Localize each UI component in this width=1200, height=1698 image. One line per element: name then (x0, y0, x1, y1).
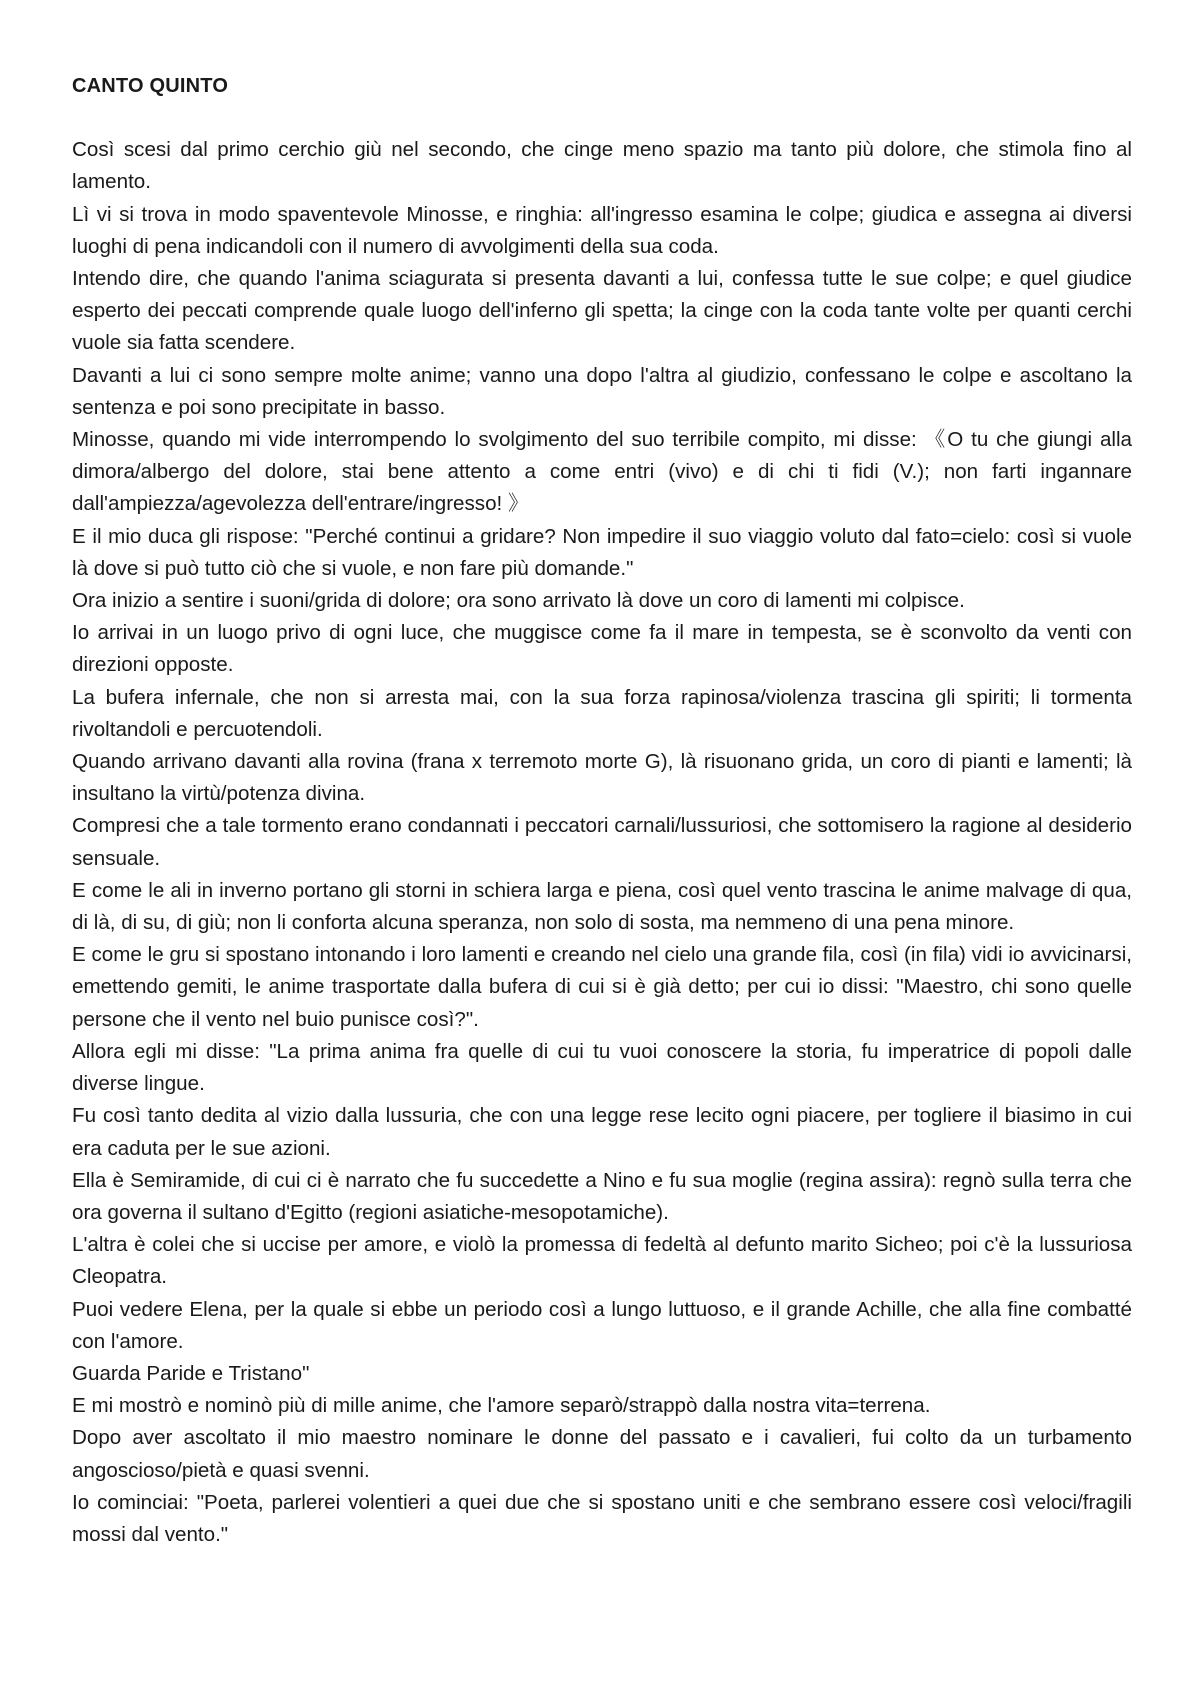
page-title: CANTO QUINTO (72, 75, 229, 97)
paragraph: Dopo aver ascoltato il mio maestro nominare le donne del passato e i cavalieri, fui colto da un turbamento angoscioso/pietà e quasi svenni. (72, 1426, 1132, 1482)
paragraph: E mi mostrò e nominò più di mille anime, che l'amore separò/strappò dalla nostra vita=terrena. (72, 1394, 931, 1418)
paragraph: La bufera infernale, che non si arresta mai, con la sua forza rapinosa/violenza trascina gli spiriti; li tormenta rivoltandoli e percuotendoli. (72, 685, 1132, 741)
paragraph: Fu così tanto dedita al vizio dalla lussuria, che con una legge rese lecito ogni piacere, per togliere il biasimo in cui era caduta per le sue azioni. (72, 1104, 1132, 1160)
paragraph: Guarda Paride e Tristano" (72, 1361, 310, 1385)
paragraph: E come le ali in inverno portano gli storni in schiera larga e piena, così quel vento trascina le anime malvage di qua, di là, di su, di giù; non li conforta alcuna speranza, non solo di sosta, ma nemmeno di una pena minore. (72, 878, 1132, 935)
paragraph: L'altra è colei che si uccise per amore, e violò la promessa di fedeltà al defunto marito Sicheo; poi c'è la lussuriosa Cleopatra. (72, 1233, 1132, 1289)
paragraph: E come le gru si spostano intonando i loro lamenti e creando nel cielo una grande fila, così (in fila) vidi io avvicinarsi, emettendo gemiti, le anime trasportate dalla bufera di cui si è già detto; per cui io dissi: "Maestro, chi sono quelle persone che il vento nel buio punisce così?". (72, 943, 1132, 1031)
paragraph: Minosse, quando mi vide interrompendo lo svolgimento del suo terribile compito, mi disse: 《O tu che giungi alla dimora/albergo del dolore, stai bene attento a come entri (vivo) e di chi ti fidi (V.); non farti ingannare dall'ampiezza/agevolezza dell'entrare/ingresso! 》 (72, 428, 1132, 516)
paragraph: E il mio duca gli rispose: "Perché continui a gridare? Non impedire il suo viaggio voluto dal fato=cielo: così si vuole là dove si può tutto ciò che si vuole, e non fare più domande." (72, 524, 1132, 580)
paragraph: Puoi vedere Elena, per la quale si ebbe un periodo così a lungo luttuoso, e il grande Achille, che alla fine combatté con l'amore. (72, 1297, 1132, 1353)
paragraph: Lì vi si trova in modo spaventevole Minosse, e ringhia: all'ingresso esamina le colpe; giudica e assegna ai diversi luoghi di pena indicandoli con il numero di avvolgimenti della sua coda. (72, 202, 1132, 258)
document-page (72, 70, 1132, 1551)
paragraph: Ora inizio a sentire i suoni/grida di dolore; ora sono arrivato là dove un coro di lamenti mi colpisce. (72, 589, 965, 613)
paragraph: Ella è Semiramide, di cui ci è narrato che fu succedette a Nino e fu sua moglie (regina assira): regnò sulla terra che ora governa il sultano d'Egitto (regioni asiatiche-mesopotamiche). (72, 1168, 1132, 1224)
paragraph: Io cominciai: "Poeta, parlerei volentieri a quei due che si spostano uniti e che sembrano essere così veloci/fragili mossi dal vento." (72, 1490, 1132, 1546)
paragraph: Intendo dire, che quando l'anima sciagurata si presenta davanti a lui, confessa tutte le sue colpe; e quel giudice esperto dei peccati comprende quale luogo dell'inferno gli spetta; la cinge con la coda tante volte per quanti cerchi vuole sia fatta scendere. (72, 267, 1132, 355)
paragraph: Io arrivai in un luogo privo di ogni luce, che muggisce come fa il mare in tempesta, se è sconvolto da venti con direzioni opposte. (72, 621, 1132, 677)
paragraph: Davanti a lui ci sono sempre molte anime; vanno una dopo l'altra al giudizio, confessano le colpe e ascoltano la sentenza e poi sono precipitate in basso. (72, 363, 1132, 419)
paragraph: Allora egli mi disse: "La prima anima fra quelle di cui tu vuoi conoscere la storia, fu imperatrice di popoli dalle diverse lingue. (72, 1039, 1132, 1096)
paragraph: Compresi che a tale tormento erano condannati i peccatori carnali/lussuriosi, che sottomisero la ragione al desiderio sensuale. (72, 814, 1132, 870)
paragraph: Così scesi dal primo cerchio giù nel secondo, che cinge meno spazio ma tanto più dolore, che stimola fino al lamento. (72, 138, 1132, 194)
paragraph: Quando arrivano davanti alla rovina (frana x terremoto morte G), là risuonano grida, un coro di pianti e lamenti; là insultano la virtù/potenza divina. (72, 750, 1132, 806)
